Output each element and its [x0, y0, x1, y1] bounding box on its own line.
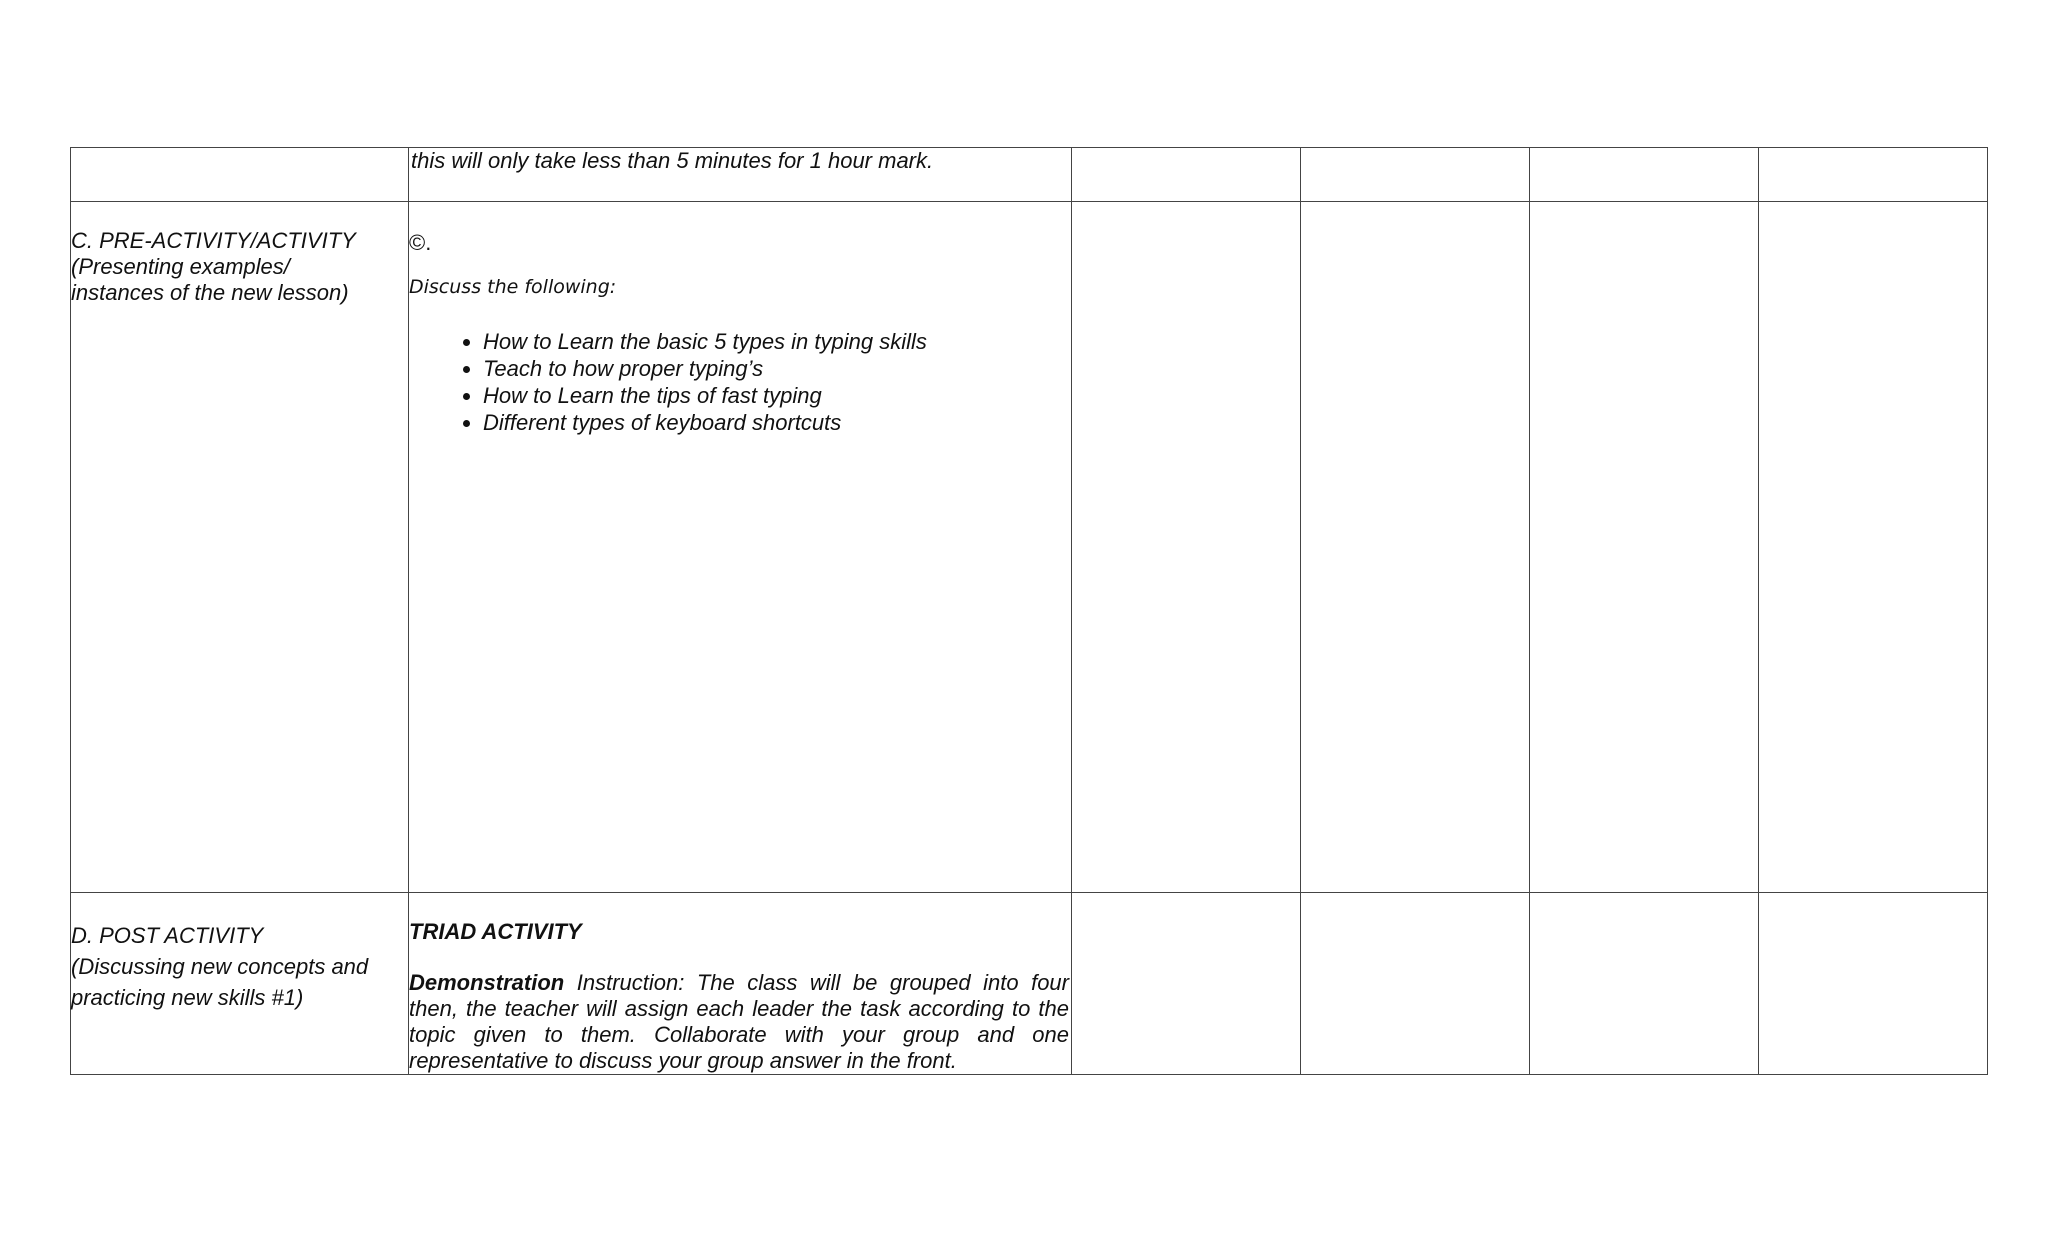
lesson-plan-table	[70, 147, 1988, 1075]
section-label-d	[71, 920, 408, 1013]
section-label-line: instances of the new lesson)	[71, 280, 349, 305]
label-cell	[71, 202, 409, 893]
empty-cell	[1759, 893, 1988, 1075]
empty-cell	[1759, 148, 1988, 202]
discuss-heading: Discuss the following:	[409, 276, 617, 298]
list-item: • How to Learn the basic 5 types in typing skills	[483, 328, 1071, 355]
empty-cell	[1301, 893, 1530, 1075]
empty-cell	[1530, 148, 1759, 202]
empty-cell	[1301, 148, 1530, 202]
copyright-symbol: ©.	[409, 230, 432, 255]
demonstration-paragraph	[409, 970, 1071, 1074]
empty-cell	[1530, 893, 1759, 1075]
label-cell	[71, 148, 409, 202]
list-item: • Teach to how proper typing’s	[483, 355, 1071, 382]
section-label-c	[71, 228, 408, 306]
continuation-text: this will only take less than 5 minutes for 1 hour mark.	[411, 148, 934, 173]
empty-cell	[1759, 202, 1988, 893]
content-cell	[409, 202, 1072, 893]
content-cell	[409, 148, 1072, 202]
activity-title: TRIAD ACTIVITY	[409, 919, 582, 944]
list-item: • Different types of keyboard shortcuts	[483, 409, 1071, 436]
table-row	[71, 148, 1988, 202]
discussion-list	[409, 328, 1071, 436]
content-cell	[409, 893, 1072, 1075]
empty-cell	[1530, 202, 1759, 893]
section-label-line: D. POST ACTIVITY	[71, 923, 264, 948]
section-label-line: C. PRE-ACTIVITY/ACTIVITY	[71, 228, 356, 253]
label-cell	[71, 893, 409, 1075]
empty-cell	[1301, 202, 1530, 893]
list-item: • How to Learn the tips of fast typing	[483, 382, 1071, 409]
section-label-line: practicing new skills #1)	[71, 985, 304, 1010]
empty-cell	[1072, 893, 1301, 1075]
section-label-line: (Discussing new concepts and	[71, 954, 369, 979]
section-label-line: (Presenting examples/	[71, 254, 290, 279]
demonstration-text: Instruction: The class will be grouped into four then, the teacher will assign each leader the task according to the topic given to them. Collaborate with your group and one representative to discuss your group answer in the front.	[409, 970, 1069, 1073]
empty-cell	[1072, 148, 1301, 202]
empty-cell	[1072, 202, 1301, 893]
table-row	[71, 893, 1988, 1075]
demonstration-label: Demonstration	[409, 970, 565, 995]
table-row	[71, 202, 1988, 893]
